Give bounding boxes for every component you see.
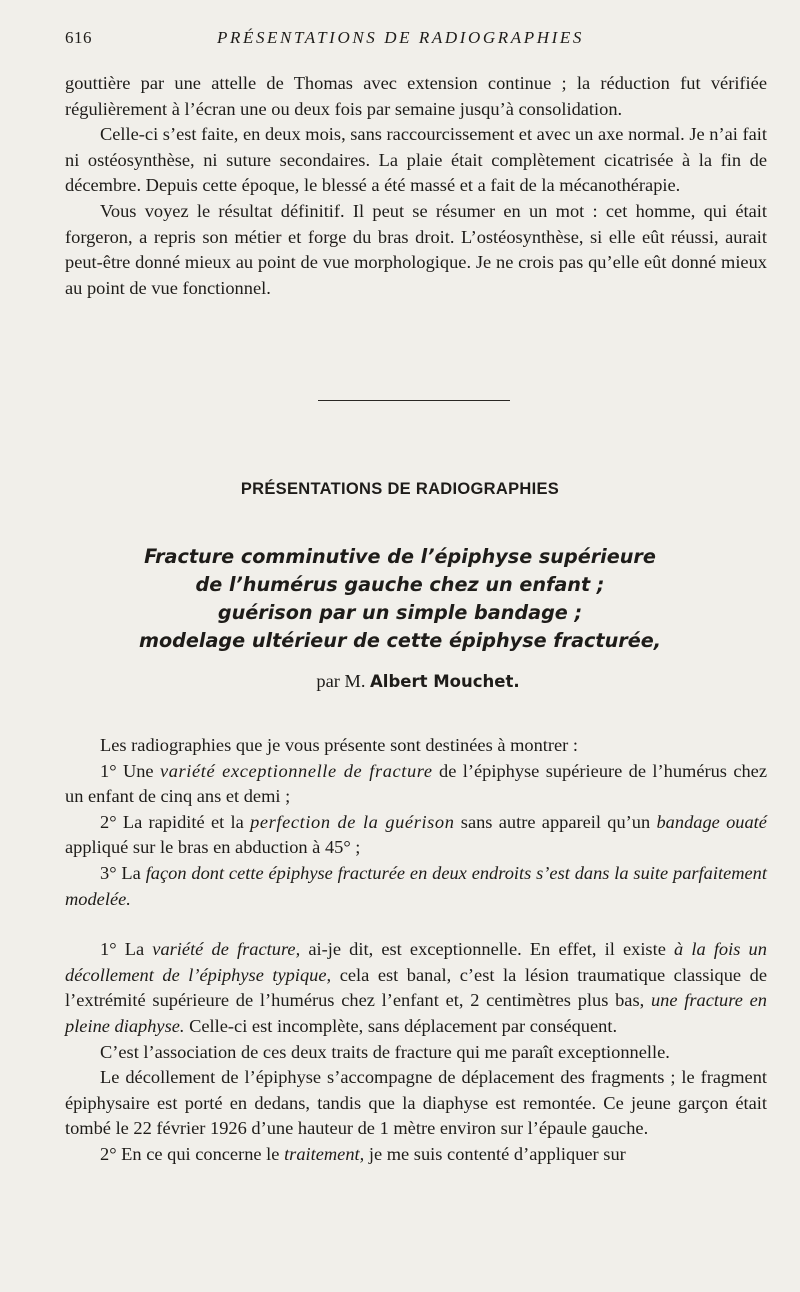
article-body (65, 733, 767, 1168)
page-number: 616 (65, 28, 92, 47)
article-title (0, 543, 800, 655)
section-divider (318, 400, 510, 401)
paragraph: Celle-ci s’est faite, en deux mois, sans raccourcissement et avec un axe normal. Je n’ai fait ni ostéosynthèse, ni suture secondaires. La plaie était complètement cicatrisée à la fin de décembre. Depuis cette époque, le blessé a été massé et a fait de la mécanothérapie. (65, 124, 767, 196)
article-title-line: guérison par un simple bandage ; (217, 601, 583, 624)
list-item: 2° La rapidité et la perfection de la guérison sans autre appareil qu’un bandage ouaté appliqué sur le bras en abduction à 45° ; (65, 811, 767, 858)
list-item: 3° La façon dont cette épiphyse fracturée en deux endroits s’est dans la suite parfaitement modelée. (65, 862, 767, 909)
running-title: PRÉSENTATIONS DE RADIOGRAPHIES (217, 28, 584, 47)
paragraph: Le décollement de l’épiphyse s’accompagne de déplacement des fragments ; le fragment épiphysaire est porté en dedans, tandis que la diaphyse est remontée. Ce jeune garçon était tombé le 22 février 1926 d’une hauteur de 1 mètre environ sur l’épaule gauche. (65, 1067, 767, 1139)
paragraph: Vous voyez le résultat définitif. Il peut se résumer en un mot : cet homme, qui était forgeron, a repris son métier et forge du bras droit. L’ostéosynthèse, si elle eût réussi, aurait peut-être donné mieux au point de vue morphologique. Je ne crois pas qu’elle eût donné mieux au point de vue fonctionnel. (65, 200, 767, 298)
article-title-line: modelage ultérieur de cette épiphyse fracturée, (138, 629, 662, 652)
paragraph-continued: gouttière par une attelle de Thomas avec extension continue ; la réduction fut vérifiée régulièrement à l’écran une ou deux fois par semaine jusqu’à consolidation. (65, 73, 767, 119)
continued-text (65, 71, 767, 301)
byline (0, 671, 800, 692)
article-title-line: de l’humérus gauche chez un enfant ; (195, 573, 605, 596)
paragraph: 1° La variété de fracture, ai-je dit, est exceptionnelle. En effet, il existe à la fois un décollement de l’épiphyse typique, cela est banal, c’est la lésion traumatique classique de l’extrémité supérieure de l’humérus chez l’enfant et, 2 centimètres plus bas, une fracture en pleine diaphyse. Celle-ci est incomplète, sans déplacement par conséquent. (65, 939, 767, 1036)
author-name: Albert Mouchet. (370, 672, 520, 691)
byline-prefix: par M. (316, 671, 366, 691)
article-title-line: Fracture comminutive de l’épiphyse supérieure (144, 545, 656, 568)
paragraph-intro: Les radiographies que je vous présente sont destinées à montrer : (100, 735, 579, 755)
list-item: 1° Une variété exceptionnelle de fracture de l’épiphyse supérieure de l’humérus chez un enfant de cinq ans et demi ; (65, 760, 768, 807)
paragraph: C’est l’association de ces deux traits de fracture qui me paraît exceptionnelle. (100, 1041, 670, 1062)
section-title: PRÉSENTATIONS DE RADIOGRAPHIES (240, 480, 560, 498)
paragraph: 2° En ce qui concerne le traitement, je me suis contenté d’appliquer sur (100, 1143, 626, 1164)
